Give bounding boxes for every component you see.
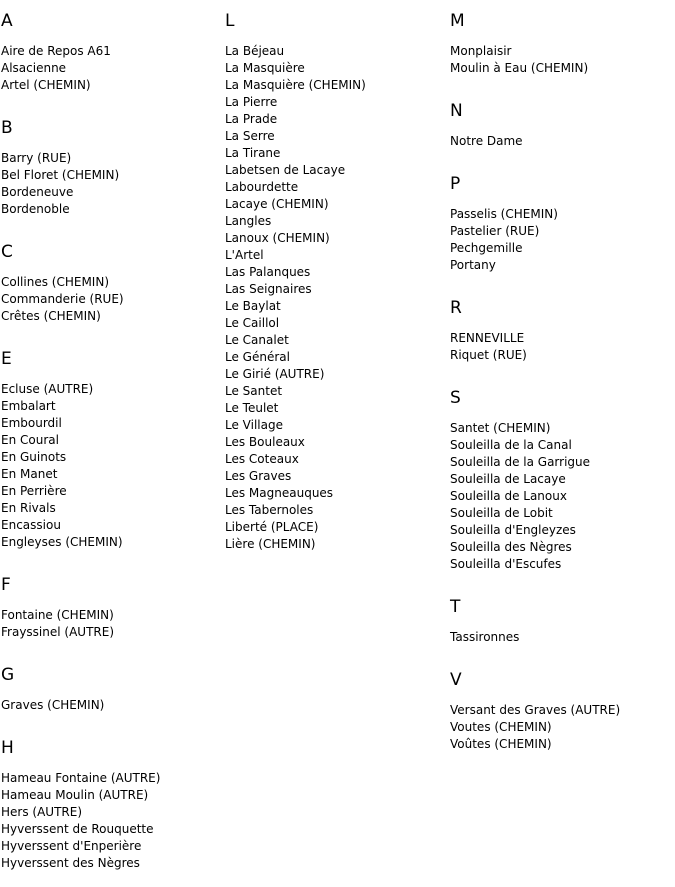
letter-heading: M bbox=[450, 11, 465, 31]
street-entry: Graves (CHEMIN) bbox=[1, 698, 105, 712]
street-entry: En Manet bbox=[1, 467, 58, 481]
street-entry: Artel (CHEMIN) bbox=[1, 78, 91, 92]
street-entry: Barry (RUE) bbox=[1, 151, 72, 165]
letter-heading: L bbox=[225, 11, 235, 31]
letter-section bbox=[450, 668, 675, 753]
street-entry: Engleyses (CHEMIN) bbox=[1, 535, 123, 549]
street-entry: Las Palanques bbox=[225, 265, 311, 279]
letter-section bbox=[225, 9, 445, 553]
letter-heading: R bbox=[450, 298, 462, 318]
street-entry: Voûtes (CHEMIN) bbox=[450, 737, 552, 751]
street-entry: La Serre bbox=[225, 129, 275, 143]
street-entry: RENNEVILLE bbox=[450, 331, 525, 345]
street-entry: Aire de Repos A61 bbox=[1, 44, 111, 58]
letter-section bbox=[1, 736, 221, 872]
street-entry: Le Canalet bbox=[225, 333, 289, 347]
letter-heading: E bbox=[1, 349, 12, 369]
street-entry: Hameau Fontaine (AUTRE) bbox=[1, 771, 161, 785]
street-entry: Collines (CHEMIN) bbox=[1, 275, 109, 289]
street-entry: La Masquière (CHEMIN) bbox=[225, 78, 366, 92]
letter-heading: P bbox=[450, 174, 461, 194]
street-entry: Le Baylat bbox=[225, 299, 281, 313]
street-entry: Tassironnes bbox=[450, 630, 520, 644]
street-entry: Las Seignaires bbox=[225, 282, 312, 296]
street-entry: En Rivals bbox=[1, 501, 56, 515]
street-entry: En Coural bbox=[1, 433, 59, 447]
street-entry: Hers (AUTRE) bbox=[1, 805, 83, 819]
street-entry: Bel Floret (CHEMIN) bbox=[1, 168, 120, 182]
letter-section bbox=[1, 240, 221, 325]
street-entry: Langles bbox=[225, 214, 272, 228]
street-entry: Le Santet bbox=[225, 384, 283, 398]
street-entry: Bordenoble bbox=[1, 202, 70, 216]
street-entry: Le Village bbox=[225, 418, 283, 432]
letter-section bbox=[1, 116, 221, 218]
street-entry: Les Bouleaux bbox=[225, 435, 305, 449]
street-entry: Souleilla de Lobit bbox=[450, 506, 553, 520]
street-entry: Pechgemille bbox=[450, 241, 523, 255]
street-entry: La Prade bbox=[225, 112, 278, 126]
letter-heading: T bbox=[450, 597, 461, 617]
street-entry: Souleilla de la Canal bbox=[450, 438, 572, 452]
street-entry: Souleilla d'Escufes bbox=[450, 557, 562, 571]
index-column-1 bbox=[1, 9, 221, 872]
street-entry: Pastelier (RUE) bbox=[450, 224, 540, 238]
street-entry: Riquet (RUE) bbox=[450, 348, 527, 362]
letter-heading: F bbox=[1, 575, 11, 595]
street-entry: Lacaye (CHEMIN) bbox=[225, 197, 329, 211]
street-entry: Fontaine (CHEMIN) bbox=[1, 608, 114, 622]
street-entry: Les Magneauques bbox=[225, 486, 334, 500]
letter-heading: S bbox=[450, 388, 461, 408]
letter-heading: G bbox=[1, 665, 15, 685]
street-entry: En Guinots bbox=[1, 450, 67, 464]
street-entry: Portany bbox=[450, 258, 496, 272]
street-entry: Hyverssent des Nègres bbox=[1, 856, 140, 870]
street-entry: Hameau Moulin (AUTRE) bbox=[1, 788, 149, 802]
street-entry: Le Général bbox=[225, 350, 290, 364]
street-entry: La Béjeau bbox=[225, 44, 285, 58]
street-entry: Souleilla des Nègres bbox=[450, 540, 572, 554]
street-entry: Souleilla de la Garrigue bbox=[450, 455, 591, 469]
street-entry: Le Caillol bbox=[225, 316, 280, 330]
street-entry: Hyverssent d'Enperière bbox=[1, 839, 142, 853]
street-entry: Encassiou bbox=[1, 518, 61, 532]
street-entry: Lanoux (CHEMIN) bbox=[225, 231, 330, 245]
street-entry: Souleilla d'Engleyzes bbox=[450, 523, 576, 537]
street-entry: Versant des Graves (AUTRE) bbox=[450, 703, 621, 717]
street-entry: Les Coteaux bbox=[225, 452, 299, 466]
index-column-2 bbox=[225, 9, 445, 553]
street-entry: Le Teulet bbox=[225, 401, 279, 415]
street-entry: Les Graves bbox=[225, 469, 292, 483]
letter-section bbox=[1, 663, 221, 714]
street-entry: Alsacienne bbox=[1, 61, 67, 75]
street-entry: Voutes (CHEMIN) bbox=[450, 720, 552, 734]
street-entry: Hyverssent de Rouquette bbox=[1, 822, 154, 836]
street-entry: Labourdette bbox=[225, 180, 299, 194]
letter-section bbox=[450, 99, 675, 150]
letter-heading: H bbox=[1, 738, 14, 758]
street-entry: En Perrière bbox=[1, 484, 67, 498]
letter-heading: A bbox=[1, 11, 13, 31]
letter-section bbox=[1, 347, 221, 551]
street-entry: La Pierre bbox=[225, 95, 278, 109]
street-entry: Liberté (PLACE) bbox=[225, 520, 319, 534]
letter-heading: C bbox=[1, 242, 13, 262]
letter-section bbox=[450, 386, 675, 573]
letter-section bbox=[1, 9, 221, 94]
index-column-3 bbox=[450, 9, 675, 753]
street-entry: Commanderie (RUE) bbox=[1, 292, 124, 306]
letter-section bbox=[1, 573, 221, 641]
street-entry: La Tirane bbox=[225, 146, 281, 160]
street-entry: Labetsen de Lacaye bbox=[225, 163, 346, 177]
street-entry: Le Girié (AUTRE) bbox=[225, 367, 325, 381]
letter-section bbox=[450, 9, 675, 77]
letter-heading: N bbox=[450, 101, 463, 121]
street-entry: Bordeneuve bbox=[1, 185, 74, 199]
street-entry: Embourdil bbox=[1, 416, 62, 430]
street-entry: Monplaisir bbox=[450, 44, 512, 58]
letter-section bbox=[450, 172, 675, 274]
letter-section bbox=[450, 595, 675, 646]
street-entry: Notre Dame bbox=[450, 134, 523, 148]
letter-heading: V bbox=[450, 670, 462, 690]
street-entry: Frayssinel (AUTRE) bbox=[1, 625, 114, 639]
street-entry: Passelis (CHEMIN) bbox=[450, 207, 558, 221]
street-entry: Souleilla de Lacaye bbox=[450, 472, 566, 486]
street-entry: Les Tabernoles bbox=[225, 503, 314, 517]
street-entry: L'Artel bbox=[225, 248, 264, 262]
street-entry: Souleilla de Lanoux bbox=[450, 489, 567, 503]
street-entry: Crêtes (CHEMIN) bbox=[1, 309, 101, 323]
letter-section bbox=[450, 296, 675, 364]
street-entry: Ecluse (AUTRE) bbox=[1, 382, 94, 396]
street-entry: Lière (CHEMIN) bbox=[225, 537, 316, 551]
letter-heading: B bbox=[1, 118, 13, 138]
street-entry: Embalart bbox=[1, 399, 56, 413]
street-entry: Moulin à Eau (CHEMIN) bbox=[450, 61, 589, 75]
street-entry: Santet (CHEMIN) bbox=[450, 421, 551, 435]
street-entry: La Masquière bbox=[225, 61, 305, 75]
